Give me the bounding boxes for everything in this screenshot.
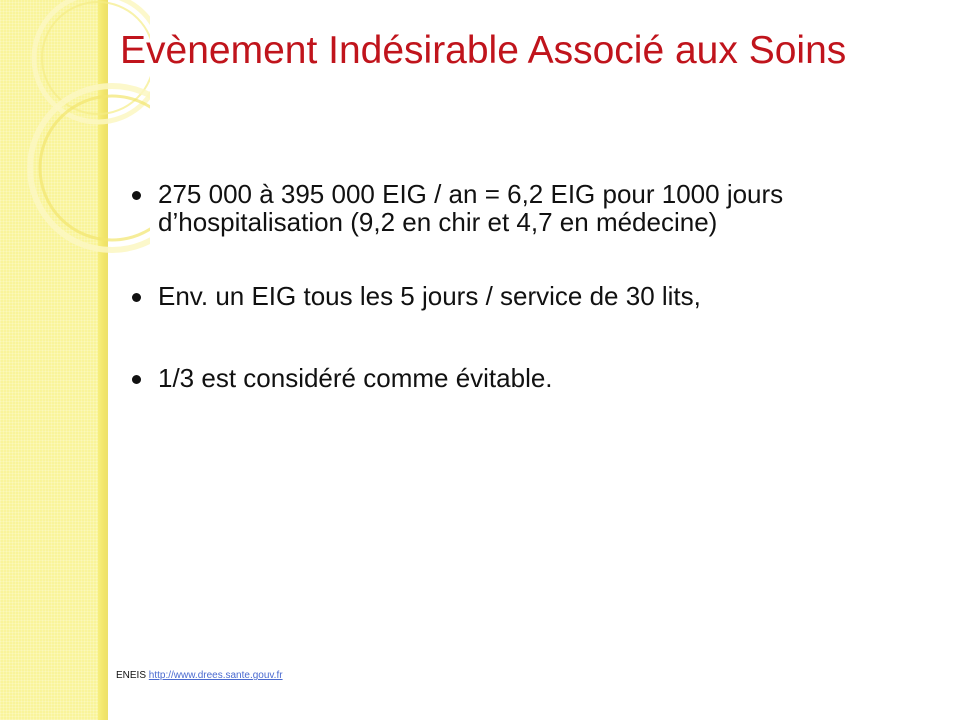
bullet-text: Env. un EIG tous les 5 jours / service de 30 lits, (158, 281, 701, 311)
bullet-item (130, 282, 870, 310)
bullet-list (130, 180, 870, 392)
slide-title: Evènement Indésirable Associé aux Soins (120, 29, 847, 72)
bullet-item (130, 364, 870, 392)
bullet-text: 275 000 à 395 000 EIG / an = 6,2 EIG pour 1000 jours d’hospitalisation (9,2 en chir et 4,7 en médecine) (158, 179, 784, 237)
bullet-text: 1/3 est considéré comme évitable. (158, 363, 553, 393)
bullet-dot-icon (132, 293, 141, 302)
source-footer (116, 670, 283, 682)
bullet-dot-icon (132, 375, 141, 384)
source-label: ENEIS (116, 670, 147, 681)
bullet-item (130, 180, 870, 236)
source-link[interactable]: http://www.drees.sante.gouv.fr (148, 670, 283, 681)
bullet-dot-icon (132, 191, 141, 200)
